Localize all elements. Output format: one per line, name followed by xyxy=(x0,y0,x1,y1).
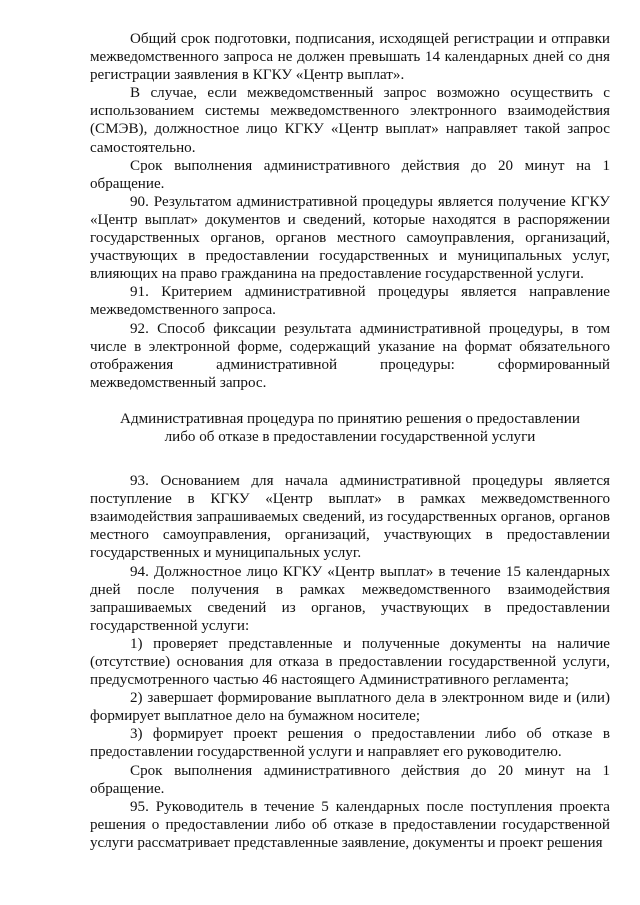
list-item-3: 3) формирует проект решения о предоставлении либо об отказе в предоставлении государственной услуги и направляет его руководителю. xyxy=(90,726,610,761)
paragraph-total-term: Общий срок подготовки, подписания, исходящей регистрации и отправки межведомственного запроса не должен превышать 14 календарных дней со дня регистрации заявления в КГКУ «Центр выплат». xyxy=(90,31,610,84)
spacer xyxy=(90,446,610,472)
paragraph-term-1: Срок выполнения административного действия до 20 минут на 1 обращение. xyxy=(90,157,610,192)
paragraph-94: 94. Должностное лицо КГКУ «Центр выплат» в течение 15 календарных дней после получения в рамках межведомственного взаимодействия запрашиваемых сведений из органов, участвующих в предоставлении государственной услуги: xyxy=(90,563,610,634)
list-item-1: 1) проверяет представленные и полученные документы на наличие (отсутствие) основания для отказа в предоставлении государственной услуги, предусмотренного частью 46 настоящего Административного регламента; xyxy=(90,635,610,689)
paragraph-92: 92. Способ фиксации результата административной процедуры, в том числе в электронной форме, содержащий указание на формат обязательного отображения административной процедуры: сформированный межведомственный запрос. xyxy=(90,320,610,391)
paragraph-90: 90. Результатом административной процедуры является получение КГКУ «Центр выплат» документов и сведений, которые находятся в распоряжении государственных органов, органов местного самоуправления, организаций, участвующих в предоставлении государственных и муниципальных услуг, влияющих на право гражданина на предоставление государственной услуги. xyxy=(90,193,610,283)
document-page xyxy=(90,30,610,852)
paragraph-smev: В случае, если межведомственный запрос возможно осуществить с использованием системы межведомственного электронного взаимодействия (СМЭВ), должностное лицо КГКУ «Центр выплат» направляет такой запрос самостоятельно. xyxy=(90,85,610,156)
paragraph-term-2: Срок выполнения административного действия до 20 минут на 1 обращение. xyxy=(90,762,610,797)
paragraph-93: 93. Основанием для начала административной процедуры является поступление в КГКУ «Центр выплат» в рамках межведомственного взаимодействия запрашиваемых сведений, из государственных органов, органов местного самоуправления, организаций, участвующих в предоставлении государственных и муниципальных услуг. xyxy=(90,473,610,562)
spacer xyxy=(90,392,610,410)
paragraph-95: 95. Руководитель в течение 5 календарных после поступления проекта решения о предоставлении либо об отказе в предоставлении государственной услуги рассматривает представленные заявление, документы и проект решения xyxy=(90,798,610,851)
section-heading: Административная процедура по принятию решения о предоставлении либо об отказе в предоставлении государственной услуги xyxy=(120,410,580,445)
paragraph-91: 91. Критерием административной процедуры является направление межведомственного запроса. xyxy=(90,284,610,319)
list-item-2: 2) завершает формирование выплатного дела в электронном виде и (или) формирует выплатное дело на бумажном носителе; xyxy=(90,690,610,725)
